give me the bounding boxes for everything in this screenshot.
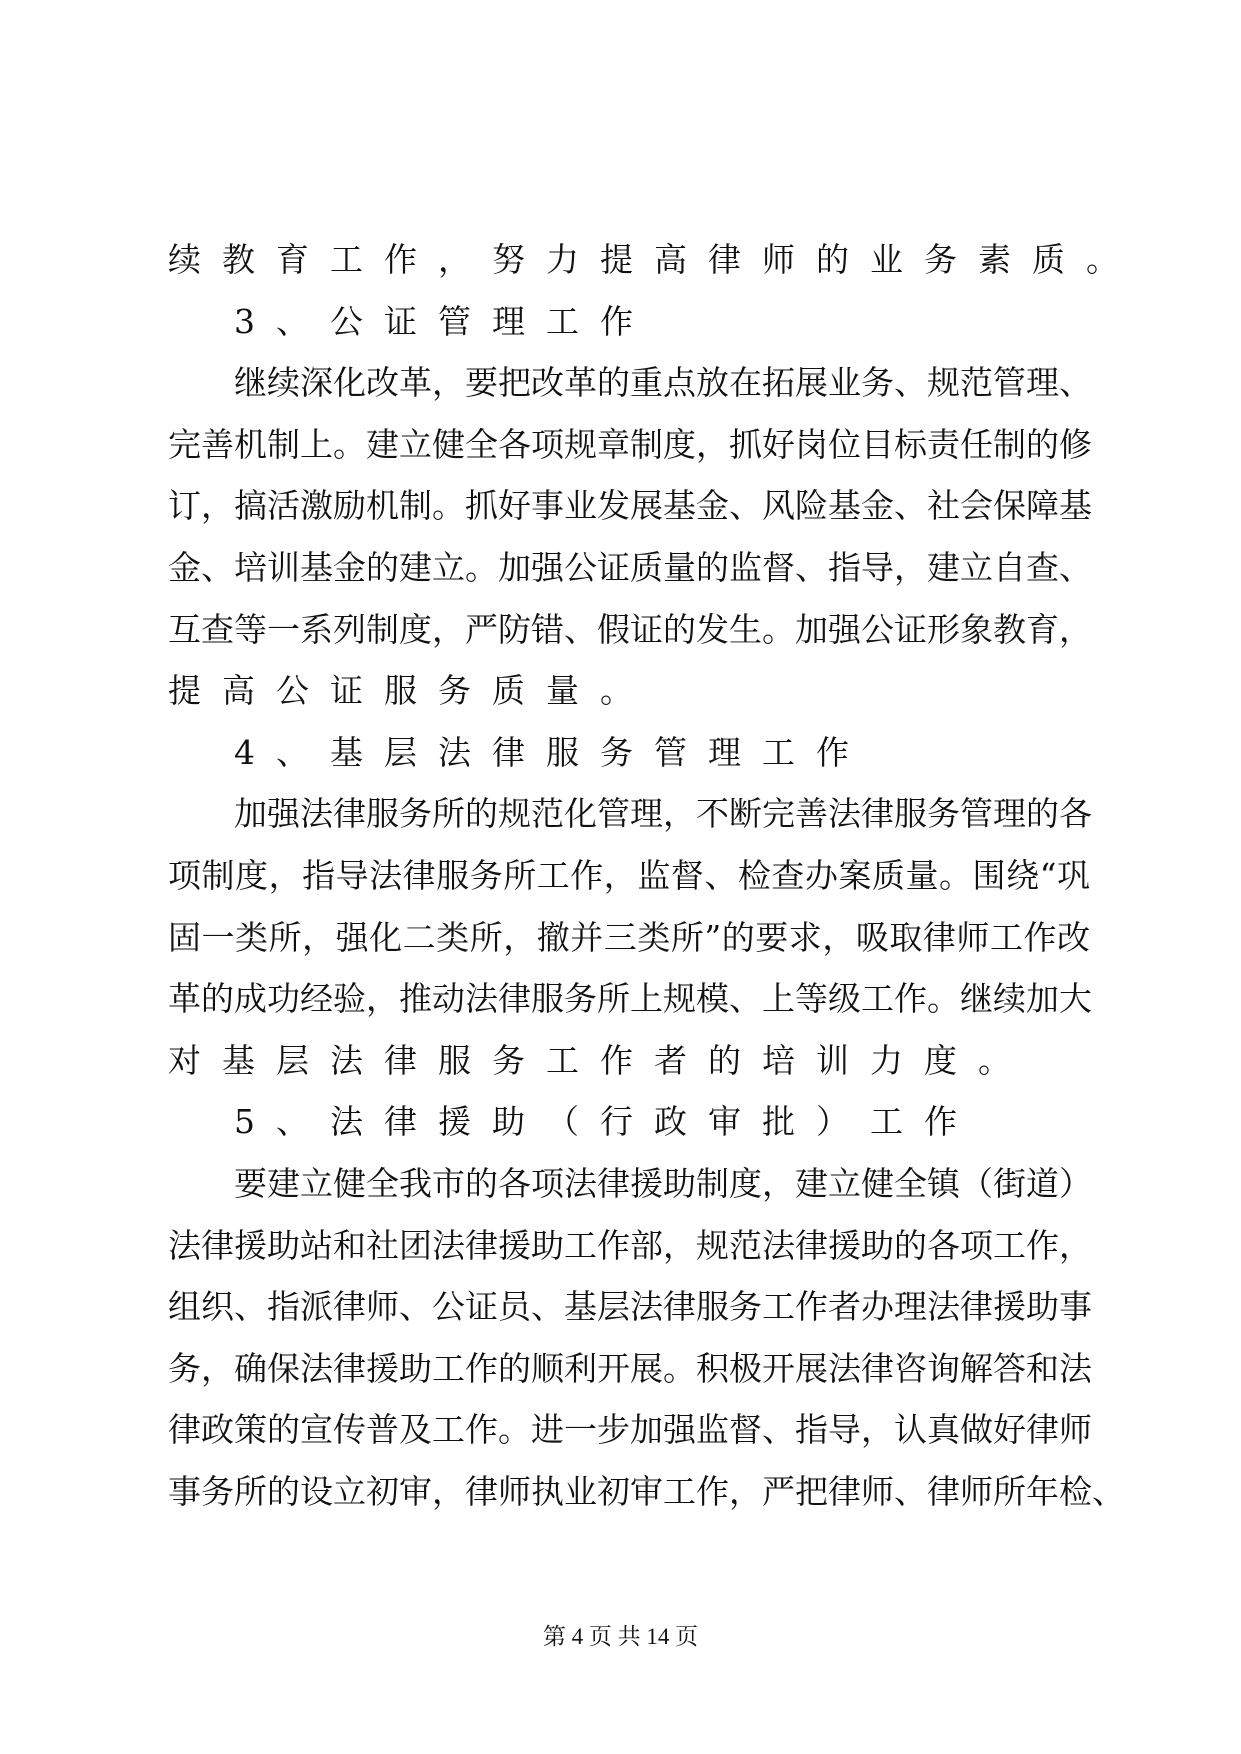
text-line: 订，搞活激励机制。抓好事业发展基金、风险基金、社会保障基 [168, 486, 1092, 526]
text-line: 要建立健全我市的各项法律援助制度，建立健全镇（街道） [234, 1163, 1092, 1203]
text-line: 法律援助站和社团法律援助工作部，规范法律援助的各项工作， [168, 1225, 1092, 1265]
document-body [168, 236, 1140, 1529]
text-line: 革的成功经验，推动法律服务所上规模、上等级工作。继续加大 [168, 979, 1092, 1019]
text-line: 律政策的宣传普及工作。进一步加强监督、指导，认真做好律师 [168, 1410, 1092, 1450]
section-heading: 4、基层法律服务管理工作 [234, 732, 870, 772]
text-line: 互查等一系列制度，严防错、假证的发生。加强公证形象教育， [168, 609, 1092, 649]
section-heading: 3、公证管理工作 [234, 301, 654, 341]
text-line: 对基层法律服务工作者的培训力度。 [168, 1040, 1032, 1080]
section-heading: 5、法律援助（行政审批）工作 [234, 1102, 978, 1142]
text-line: 续教育工作，努力提高律师的业务素质。 [168, 240, 1140, 279]
text-line: 金、培训基金的建立。加强公证质量的监督、指导，建立自查、 [168, 547, 1092, 587]
text-line: 固一类所，强化二类所，撤并三类所”的要求，吸取律师工作改 [168, 917, 1090, 957]
text-line: 事务所的设立初审，律师执业初审工作，严把律师、律师所年检、 [168, 1471, 1125, 1511]
text-line: 继续深化改革，要把改革的重点放在拓展业务、规范管理、 [234, 363, 1092, 403]
text-line: 提高公证服务质量。 [168, 671, 654, 711]
text-line: 务，确保法律援助工作的顺利开展。积极开展法律咨询解答和法 [168, 1348, 1092, 1388]
text-line: 完善机制上。建立健全各项规章制度，抓好岗位目标责任制的修 [168, 424, 1092, 464]
text-line: 加强法律服务所的规范化管理，不断完善法律服务管理的各 [234, 794, 1092, 834]
text-line: 项制度，指导法律服务所工作，监督、检查办案质量。围绕“巩 [168, 855, 1090, 895]
page-footer: 第 4 页 共 14 页 [542, 1624, 699, 1649]
text-line: 组织、指派律师、公证员、基层法律服务工作者办理法律援助事 [168, 1287, 1092, 1327]
